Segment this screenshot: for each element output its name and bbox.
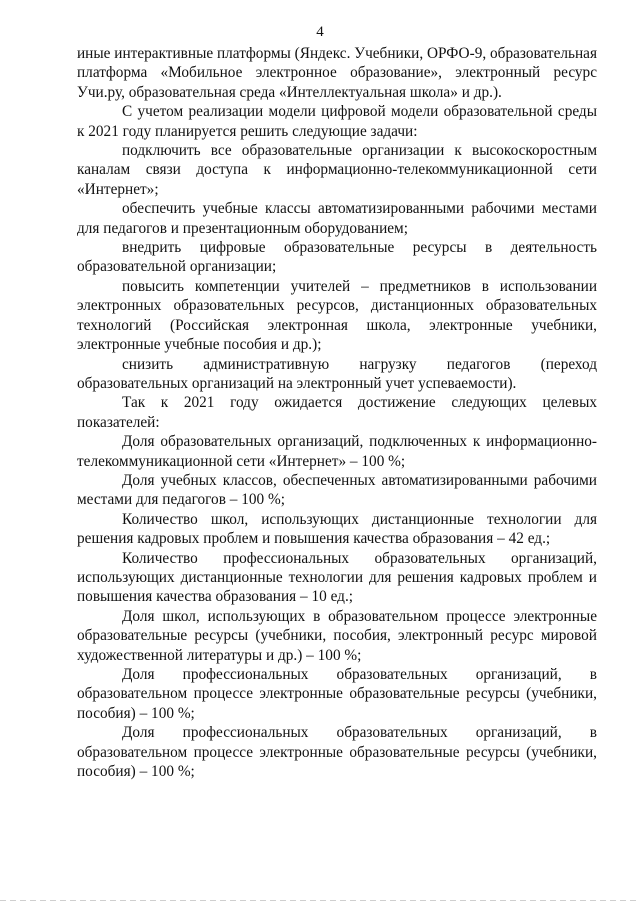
indicator-item: Количество школ, использующих дистанционные технологии для решения кадровых проблем и повышения качества образования – 42 ед.; [77, 510, 597, 548]
indicator-item: Доля профессиональных образовательных организаций, в образовательном процессе электронные образовательные ресурсы (учебники, пособия) – 100 %; [77, 724, 597, 781]
indicator-item: Доля учебных классов, обеспеченных автоматизированными рабочими местами для педагогов – 100 %; [77, 471, 597, 509]
paragraph: С учетом реализации модели цифровой модели образовательной среды к 2021 году планируется решить следующие задачи: [77, 103, 597, 140]
task-item: внедрить цифровые образовательные ресурсы в деятельность образовательной организации; [77, 239, 597, 276]
scan-edge-divider [0, 900, 640, 901]
task-item: обеспечить учебные классы автоматизированными рабочими местами для педагогов и презентационным оборудованием; [77, 200, 597, 237]
paragraph: Так к 2021 году ожидается достижение следующих целевых показателей: [77, 394, 597, 431]
indicator-item: Количество профессиональных образовательных организаций, использующих дистанционные технологии для решения кадровых проблем и повышения качества образования – 10 ед.; [77, 549, 597, 606]
paragraph: иные интерактивные платформы (Яндекс. Учебники, ОРФО-9, образовательная платформа «Мобильное электронное образование», электронный ресурс Учи.ру, образовательная среда «Интеллектуальная школа» и др.). [77, 45, 597, 101]
document-body [77, 44, 597, 781]
task-item: подключить все образовательные организации к высокоскоростным каналам связи доступа к информационно-телекоммуникационной сети «Интернет»; [77, 142, 597, 198]
indicator-item: Доля школ, использующих в образовательном процессе электронные образовательные ресурсы (учебники, пособия, электронный ресурс мировой художественной литературы и др.) – 100 %; [77, 607, 597, 664]
indicator-item: Доля профессиональных образовательных организаций, в образовательном процессе электронные образовательные ресурсы (учебники, пособия) – 100 %; [77, 666, 597, 722]
task-item: повысить компетенции учителей – предметников в использовании электронных образовательных ресурсов, дистанционных образовательных технологий (Российская электронная школа, электронные учебники, электронные учебные пособия и др.); [77, 277, 597, 354]
task-item: снизить административную нагрузку педагогов (переход образовательных организаций на электронный учет успеваемости). [77, 355, 597, 392]
page-number: 4 [316, 24, 324, 40]
indicator-item: Доля образовательных организаций, подключенных к информационно-телекоммуникационной сети «Интернет» – 100 %; [77, 433, 597, 470]
